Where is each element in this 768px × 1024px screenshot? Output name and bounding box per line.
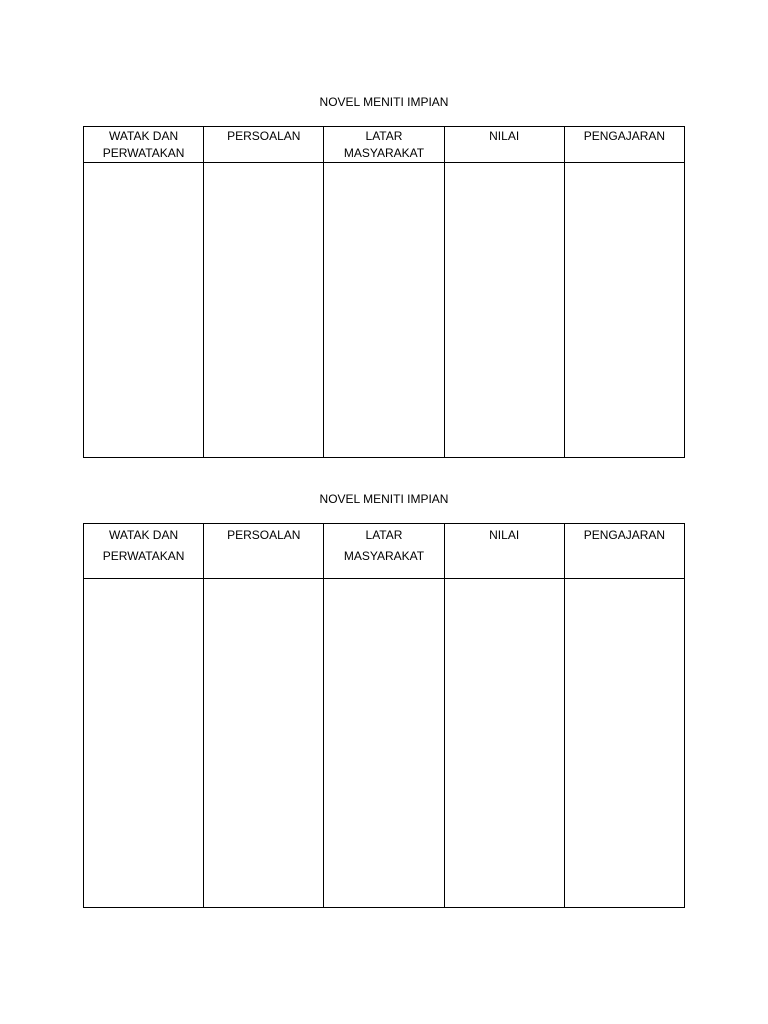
header-line: PERSOALAN bbox=[227, 528, 301, 542]
entry-cell-latar-masyarakat[interactable] bbox=[324, 163, 444, 458]
header-line: PERSOALAN bbox=[227, 129, 301, 143]
header-line: PERWATAKAN bbox=[102, 549, 185, 563]
header-line: LATAR bbox=[365, 129, 403, 143]
entry-cell-watak-perwatakan[interactable] bbox=[84, 579, 204, 908]
entry-cell-latar-masyarakat[interactable] bbox=[324, 579, 444, 908]
entry-row bbox=[84, 163, 685, 458]
header-line: PENGAJARAN bbox=[583, 528, 666, 542]
header-line: LATAR bbox=[365, 528, 403, 542]
column-header-pengajaran bbox=[564, 524, 684, 579]
column-header-nilai bbox=[444, 524, 564, 579]
column-header-persoalan bbox=[204, 524, 324, 579]
header-line: MASYARAKAT bbox=[343, 549, 425, 563]
worksheet-table bbox=[83, 523, 685, 908]
section-title: NOVEL MENITI IMPIAN bbox=[319, 492, 449, 506]
header-line: NILAI bbox=[489, 129, 520, 143]
entry-cell-pengajaran[interactable] bbox=[564, 579, 684, 908]
entry-row bbox=[84, 579, 685, 908]
header-row bbox=[84, 127, 685, 163]
worksheet-table bbox=[83, 126, 685, 458]
header-line: NILAI bbox=[489, 528, 520, 542]
section-title: NOVEL MENITI IMPIAN bbox=[319, 95, 449, 109]
header-line: WATAK DAN bbox=[109, 528, 179, 542]
header-line: WATAK DAN bbox=[109, 129, 179, 143]
header-line: MASYARAKAT bbox=[343, 146, 425, 160]
column-header-watak-perwatakan bbox=[84, 127, 204, 163]
column-header-pengajaran bbox=[564, 127, 684, 163]
header-row bbox=[84, 524, 685, 579]
header-line: PERWATAKAN bbox=[102, 146, 185, 160]
column-header-latar-masyarakat bbox=[324, 524, 444, 579]
entry-cell-pengajaran[interactable] bbox=[564, 163, 684, 458]
entry-cell-nilai[interactable] bbox=[444, 579, 564, 908]
entry-cell-nilai[interactable] bbox=[444, 163, 564, 458]
entry-cell-watak-perwatakan[interactable] bbox=[84, 163, 204, 458]
column-header-persoalan bbox=[204, 127, 324, 163]
header-line: PENGAJARAN bbox=[583, 129, 666, 143]
column-header-nilai bbox=[444, 127, 564, 163]
column-header-latar-masyarakat bbox=[324, 127, 444, 163]
entry-cell-persoalan[interactable] bbox=[204, 163, 324, 458]
column-header-watak-perwatakan bbox=[84, 524, 204, 579]
entry-cell-persoalan[interactable] bbox=[204, 579, 324, 908]
